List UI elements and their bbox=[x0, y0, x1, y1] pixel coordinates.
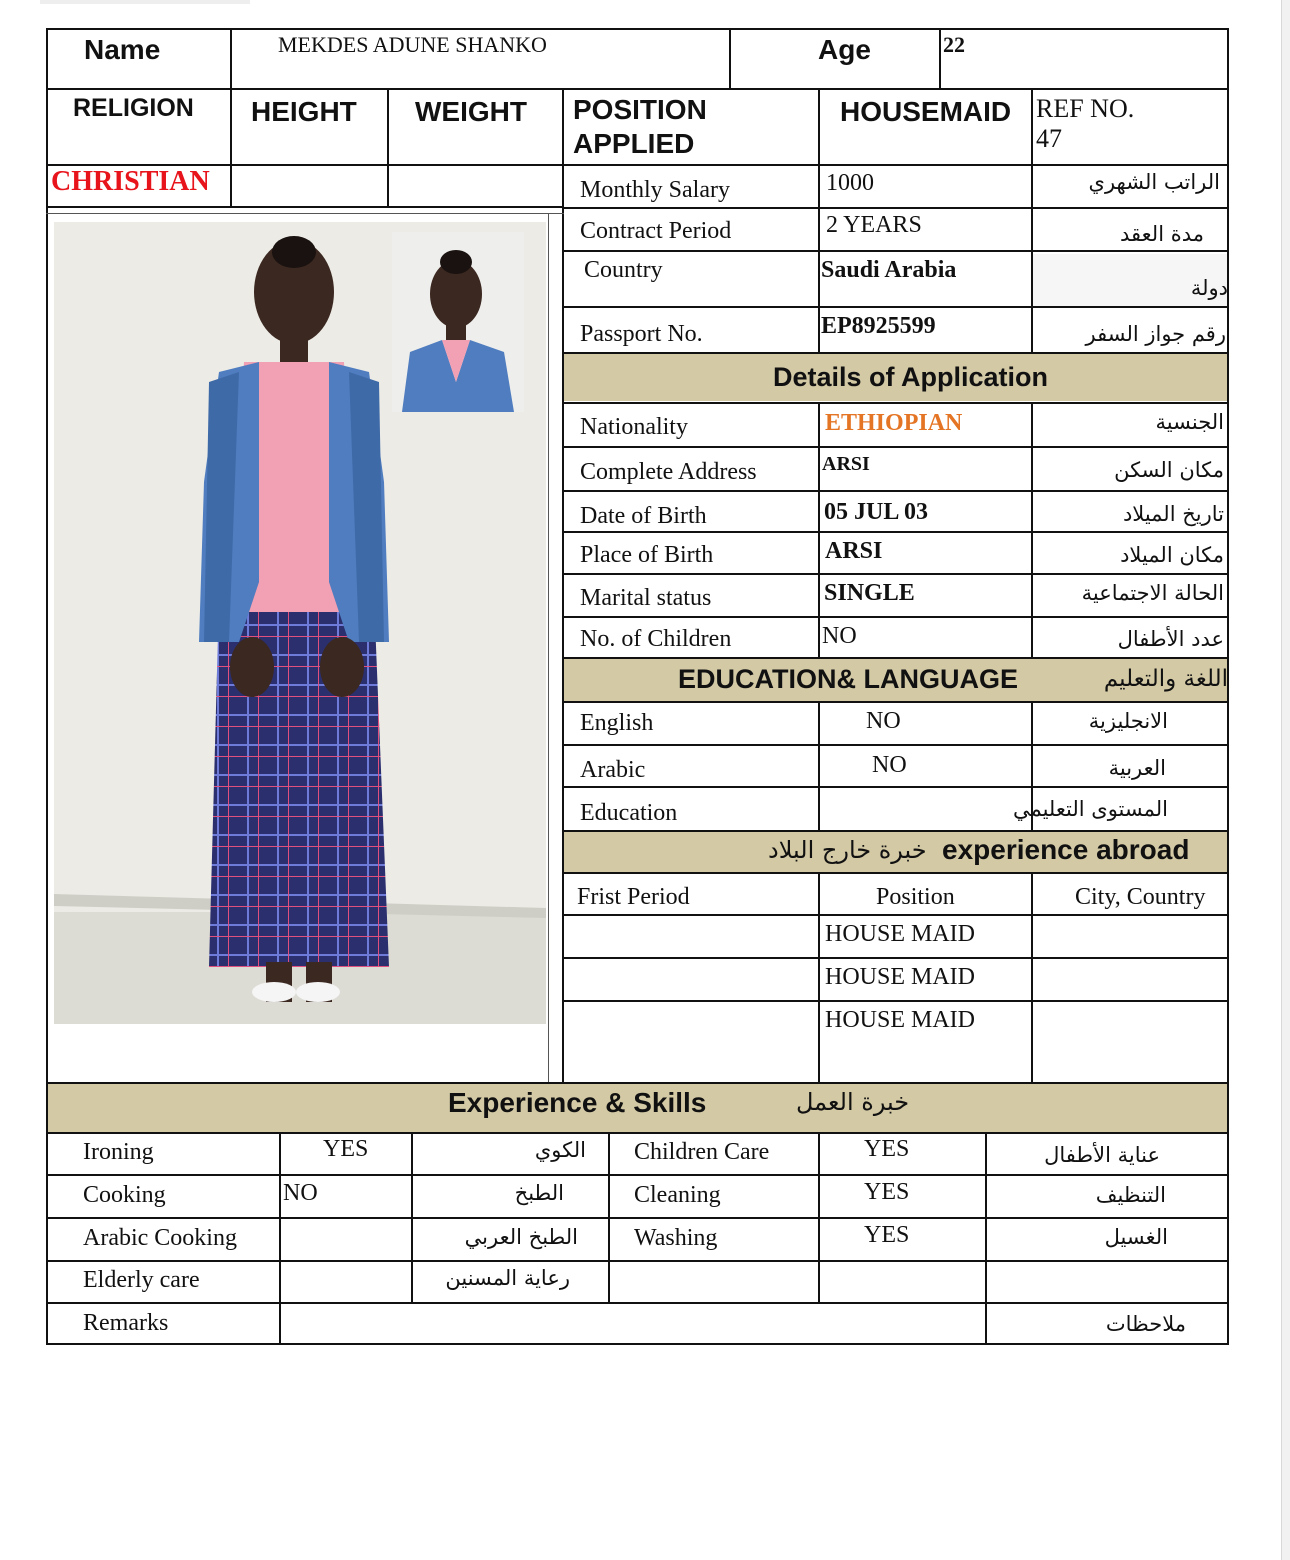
rule bbox=[46, 206, 564, 208]
ironing-value: YES bbox=[323, 1136, 369, 1162]
rule bbox=[46, 1260, 1229, 1262]
pob-label: Place of Birth bbox=[580, 542, 714, 568]
children-ar: عدد الأطفال bbox=[1117, 627, 1224, 651]
abroad-position-2: HOUSE MAID bbox=[825, 964, 975, 990]
remarks-label: Remarks bbox=[83, 1310, 169, 1336]
arabic-label: Arabic bbox=[580, 757, 646, 783]
skills-title: Experience & Skills bbox=[448, 1087, 707, 1118]
position-col-label: Position bbox=[876, 884, 955, 910]
dob-label: Date of Birth bbox=[580, 503, 707, 529]
abroad-position-1: HOUSE MAID bbox=[825, 921, 975, 947]
rule bbox=[46, 28, 1229, 30]
country-value: Saudi Arabia bbox=[821, 257, 957, 283]
rule bbox=[562, 250, 1229, 252]
rule bbox=[562, 88, 564, 1084]
rule bbox=[230, 28, 232, 90]
children-value: NO bbox=[822, 623, 857, 649]
education-ar: المستوى التعليمي bbox=[1012, 797, 1168, 821]
skills-title-ar: خبرة العمل bbox=[796, 1088, 910, 1116]
rule bbox=[562, 207, 1229, 209]
rule bbox=[46, 1217, 1229, 1219]
position-label-2: APPLIED bbox=[573, 128, 695, 159]
name-value: MEKDES ADUNE SHANKO bbox=[278, 32, 547, 57]
children-label: No. of Children bbox=[580, 626, 732, 652]
passport-label: Passport No. bbox=[580, 321, 703, 347]
rule bbox=[46, 164, 1229, 166]
marital-value: SINGLE bbox=[824, 580, 915, 606]
rule bbox=[562, 446, 1229, 448]
rule bbox=[939, 28, 941, 90]
marital-label: Marital status bbox=[580, 585, 712, 611]
rule bbox=[387, 88, 389, 208]
period-ar: مدة العقد bbox=[1120, 222, 1204, 246]
arabic-cooking-label: Arabic Cooking bbox=[83, 1225, 237, 1251]
rule bbox=[562, 830, 1229, 832]
rule bbox=[985, 1132, 987, 1344]
rule bbox=[562, 306, 1229, 308]
rule bbox=[46, 1082, 1229, 1084]
period-value: 2 YEARS bbox=[826, 212, 922, 238]
children-care-label: Children Care bbox=[634, 1139, 770, 1165]
rule bbox=[562, 657, 1229, 659]
cleaning-value: YES bbox=[864, 1179, 910, 1205]
salary-ar: الراتب الشهري bbox=[1088, 170, 1220, 194]
washing-ar: الغسيل bbox=[1104, 1225, 1168, 1249]
cooking-label: Cooking bbox=[83, 1182, 166, 1208]
period-label: Contract Period bbox=[580, 218, 732, 244]
english-value: NO bbox=[866, 708, 901, 734]
rule bbox=[548, 213, 549, 1084]
details-title: Details of Application bbox=[773, 362, 1049, 392]
english-ar: الانجليزية bbox=[1088, 709, 1168, 733]
abroad-title-ar: خبرة خارج البلاد bbox=[768, 836, 927, 864]
arabic-value: NO bbox=[872, 752, 907, 778]
marital-ar: الحالة الاجتماعية bbox=[1081, 581, 1224, 605]
rule bbox=[411, 1132, 413, 1302]
first-period-label: Frist Period bbox=[577, 884, 690, 910]
rule bbox=[729, 28, 731, 90]
abroad-position-3: HOUSE MAID bbox=[825, 1007, 975, 1033]
age-label: Age bbox=[818, 34, 871, 65]
education-title-ar: اللغة والتعليم bbox=[1103, 666, 1228, 692]
abroad-title: experience abroad bbox=[942, 834, 1190, 865]
rule bbox=[562, 914, 1229, 916]
rule bbox=[562, 957, 1229, 959]
rule bbox=[279, 1132, 281, 1344]
education-label: Education bbox=[580, 800, 678, 826]
rule bbox=[1031, 872, 1033, 1084]
religion-label: RELIGION bbox=[73, 94, 194, 122]
rule bbox=[818, 88, 820, 352]
rule bbox=[818, 1132, 820, 1302]
rule bbox=[562, 402, 1229, 404]
religion-value: CHRISTIAN bbox=[51, 166, 210, 197]
arabic-cooking-ar: الطبخ العربي bbox=[464, 1225, 578, 1249]
rule bbox=[46, 28, 48, 1345]
height-label: HEIGHT bbox=[251, 96, 357, 127]
rule bbox=[46, 1302, 1229, 1304]
rule bbox=[562, 531, 1229, 533]
address-ar: مكان السكن bbox=[1114, 458, 1224, 482]
remarks-ar: ملاحظات bbox=[1105, 1312, 1186, 1336]
nationality-ar: الجنسية bbox=[1155, 410, 1224, 434]
age-value: 22 bbox=[943, 32, 965, 57]
city-country-label: City, Country bbox=[1075, 884, 1206, 910]
weight-label: WEIGHT bbox=[415, 96, 527, 127]
pob-value: ARSI bbox=[825, 538, 883, 564]
children-care-ar: عناية الأطفال bbox=[1044, 1143, 1160, 1167]
passport-ar: رقم جواز السفر bbox=[1085, 322, 1226, 346]
cooking-value: NO bbox=[283, 1180, 318, 1206]
rule bbox=[562, 1000, 1229, 1002]
elderly-care-label: Elderly care bbox=[83, 1267, 200, 1293]
rule bbox=[46, 1174, 1229, 1176]
washing-label: Washing bbox=[634, 1225, 718, 1251]
country-ar: دولة bbox=[1190, 276, 1228, 300]
washing-value: YES bbox=[864, 1222, 910, 1248]
rule bbox=[1031, 88, 1033, 352]
pob-ar: مكان الميلاد bbox=[1120, 543, 1224, 567]
rule bbox=[46, 213, 564, 214]
salary-label: Monthly Salary bbox=[580, 177, 730, 203]
dob-value: 05 JUL 03 bbox=[824, 499, 929, 525]
name-label: Name bbox=[84, 34, 161, 65]
rule bbox=[562, 352, 1229, 354]
rule bbox=[608, 1132, 610, 1302]
rule bbox=[230, 88, 232, 208]
position-value: HOUSEMAID bbox=[840, 96, 1012, 127]
nationality-value: ETHIOPIAN bbox=[825, 410, 963, 436]
rule bbox=[562, 490, 1229, 492]
rule bbox=[562, 616, 1229, 618]
position-label: POSITION bbox=[573, 94, 707, 125]
elderly-care-ar: رعاية المسنين bbox=[445, 1266, 570, 1290]
cooking-ar: الطبخ bbox=[514, 1181, 564, 1205]
rule bbox=[562, 872, 1229, 874]
ironing-ar: الكوي bbox=[534, 1138, 586, 1162]
rule bbox=[818, 872, 820, 1084]
cleaning-label: Cleaning bbox=[634, 1182, 721, 1208]
passport-photo bbox=[392, 232, 524, 412]
address-label: Complete Address bbox=[580, 459, 757, 485]
rule bbox=[562, 744, 1229, 746]
rule bbox=[46, 1343, 1229, 1345]
nationality-label: Nationality bbox=[580, 414, 688, 440]
ironing-label: Ironing bbox=[83, 1139, 154, 1165]
rule bbox=[46, 1132, 1229, 1134]
rule bbox=[562, 786, 1229, 788]
dob-ar: تاريخ الميلاد bbox=[1122, 502, 1224, 526]
education-title: EDUCATION& LANGUAGE bbox=[678, 664, 1018, 694]
rule bbox=[818, 701, 820, 832]
arabic-ar: العربية bbox=[1108, 756, 1166, 780]
rule bbox=[562, 701, 1229, 703]
passport-value: EP8925599 bbox=[821, 313, 936, 339]
english-label: English bbox=[580, 710, 654, 736]
rule bbox=[562, 573, 1229, 575]
address-value: ARSI bbox=[822, 453, 870, 475]
rule bbox=[46, 88, 1229, 90]
salary-value: 1000 bbox=[826, 170, 874, 196]
country-label: Country bbox=[584, 257, 663, 283]
cleaning-ar: التنظيف bbox=[1095, 1183, 1166, 1207]
children-care-value: YES bbox=[864, 1136, 910, 1162]
ref-value: 47 bbox=[1036, 124, 1062, 153]
ref-label: REF NO. bbox=[1036, 94, 1135, 123]
